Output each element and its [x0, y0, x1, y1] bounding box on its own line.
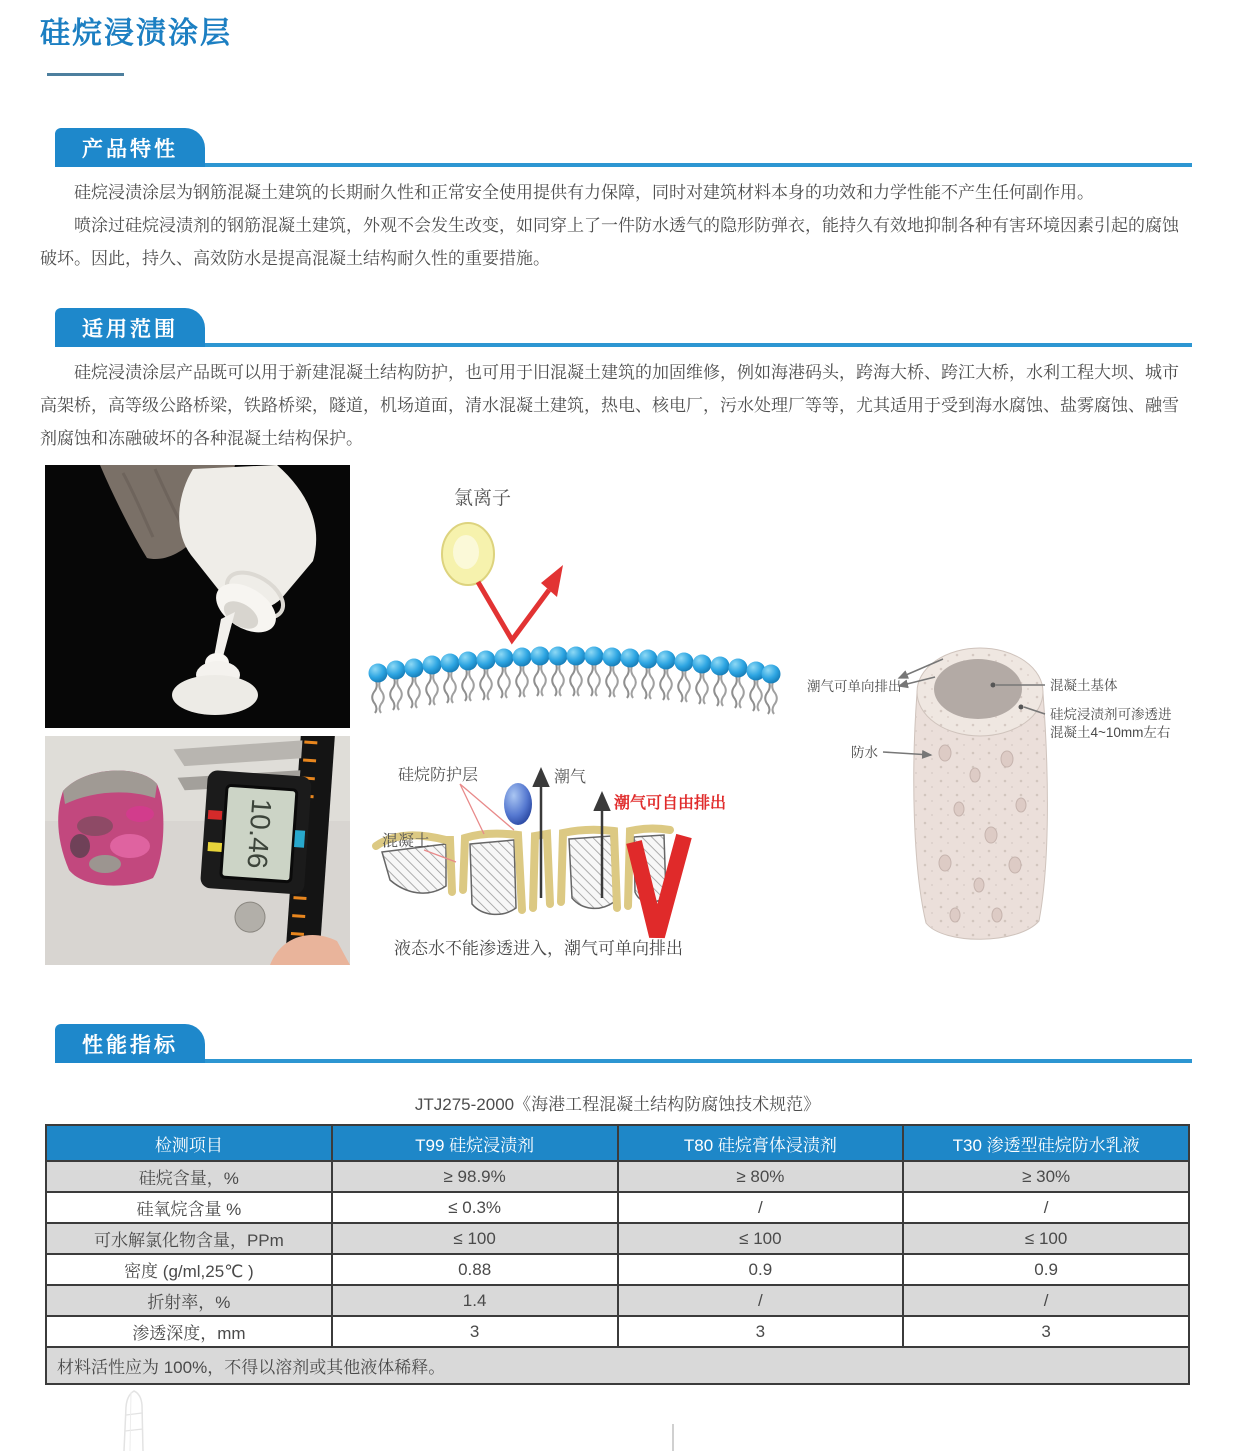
moisture-exit-diagram: [366, 740, 781, 980]
oneway-exit-label: 潮气可单向排出: [807, 679, 902, 694]
scope-para-1: 硅烷浸渍涂层产品既可以用于新建混凝土结构防护，也可用于旧混凝土建筑的加固维修，例如海港码头，跨海大桥、跨江大桥，水利工程大坝、城市高架桥，高等级公路桥梁，铁路桥梁，隧道，机场道面，清水混凝土建筑，热电、核电厂，污水处理厂等等，尤其适用于受到海水腐蚀、盐雾腐蚀、融雪剂腐蚀和冻融破坏的各种混凝土结构保护。: [40, 363, 1179, 448]
table-cell-item: 渗透深度，mm: [46, 1316, 332, 1347]
free-exit-label: 潮气可自由排出: [614, 795, 727, 812]
lcd-reading: 10.46: [241, 797, 278, 870]
features-para-1: 硅烷浸渍涂层为钢筋混凝土建筑的长期耐久性和正常安全使用提供有力保障，同时对建筑材料本身的功效和力学性能不产生任何副作用。: [74, 183, 1094, 202]
table-row: [46, 1161, 1189, 1192]
table-row: [46, 1316, 1189, 1347]
table-cell-value: ≥ 80%: [618, 1161, 904, 1192]
penetrate-label-line1: 硅烷浸渍剂可渗透进: [1050, 707, 1172, 722]
silane-bottle-photo: [45, 465, 350, 728]
penetrate-label-line2: 混凝土4~10mm左右: [1050, 725, 1171, 740]
table-row: [46, 1192, 1189, 1223]
table-cell-item: 折射率，%: [46, 1285, 332, 1316]
table-cell-value: 3: [903, 1316, 1189, 1347]
table-cell-value: /: [903, 1285, 1189, 1316]
liquid-blob-base: [172, 675, 258, 715]
matrix-label: 混凝土基体: [1050, 678, 1118, 693]
caliper-red-button: [208, 810, 223, 820]
water-droplet: [504, 783, 532, 825]
table-cell-value: 3: [618, 1316, 904, 1347]
table-row: [46, 1254, 1189, 1285]
table-cell-value: 3: [332, 1316, 618, 1347]
section-heading-scope: 适用范围: [82, 317, 178, 341]
table-header-cell: 检测项目: [46, 1125, 332, 1161]
table-row: [46, 1285, 1189, 1316]
table-cell-value: ≤ 0.3%: [332, 1192, 618, 1223]
section-tab-scope: [55, 308, 205, 347]
table-header-row: [46, 1125, 1189, 1161]
table-cell-value: ≥ 98.9%: [332, 1161, 618, 1192]
concrete-cylinder-figure: [793, 623, 1195, 980]
title-underline: [47, 73, 124, 76]
section-rule-performance: [55, 1059, 1192, 1063]
table-cell-value: ≥ 30%: [903, 1161, 1189, 1192]
caliper-photo: [45, 736, 350, 965]
table-caption: JTJ275-2000《海港工程混凝土结构防腐蚀技术规范》: [414, 1095, 821, 1114]
table-cell-value: 1.4: [332, 1285, 618, 1316]
chloride-ion-label: 氯离子: [454, 488, 512, 509]
table-header-cell: T80 硅烷膏体浸渍剂: [618, 1125, 904, 1161]
section-heading-features: 产品特性: [82, 137, 178, 161]
table-cell-item: 硅烷含量，%: [46, 1161, 332, 1192]
page-title: 硅烷浸渍涂层: [40, 17, 232, 50]
waterproof-label: 防水: [851, 745, 878, 760]
silane-layer-label: 硅烷防护层: [398, 767, 479, 784]
section-heading-performance: 性能指标: [82, 1033, 178, 1057]
table-footnote: 材料活性应为 100%，不得以溶剂或其他液体稀释。: [46, 1347, 1189, 1384]
table-header-cell: T30 渗透型硅烷防水乳液: [903, 1125, 1189, 1161]
molecule-row: [369, 647, 781, 715]
table-cell-item: 可水解氯化物含量，PPm: [46, 1223, 332, 1254]
table-cell-value: ≤ 100: [332, 1223, 618, 1254]
cylinder-core: [934, 659, 1022, 719]
chloride-ion-diagram: [366, 470, 781, 715]
table-cell-value: 0.88: [332, 1254, 618, 1285]
moisture-diagram-caption: 液态水不能渗透进入，潮气可单向排出: [394, 939, 683, 958]
table-cell-item: 硅氧烷含量 %: [46, 1192, 332, 1223]
table-cell-value: 0.9: [903, 1254, 1189, 1285]
table-cell-value: 0.9: [618, 1254, 904, 1285]
table-cell-value: ≤ 100: [618, 1223, 904, 1254]
features-para-2: 喷涂过硅烷浸渍剂的钢筋混凝土建筑，外观不会发生改变，如同穿上了一件防水透气的隐形防弹衣，能持久有效地抑制各种有害环境因素引起的腐蚀破坏。因此，持久、高效防水是提高混凝土结构耐久性的重要措施。: [40, 216, 1179, 268]
table-cell-item: 密度 (g/ml,25℃ ): [46, 1254, 332, 1285]
section-rule-scope: [55, 343, 1192, 347]
building-sketch: [112, 1385, 162, 1451]
caliper-blue-button: [294, 830, 305, 848]
table-cell-value: ≤ 100: [903, 1223, 1189, 1254]
table-footnote-row: [46, 1347, 1189, 1384]
rebound-arrow: [478, 582, 549, 640]
table-cell-value: /: [618, 1285, 904, 1316]
section-rule-features: [55, 163, 1192, 167]
caliper-yellow-button: [208, 842, 223, 852]
moisture-label: 潮气: [554, 769, 587, 786]
concrete-label: 混凝土: [382, 833, 431, 850]
table-cell-value: /: [618, 1192, 904, 1223]
table-cell-value: /: [903, 1192, 1189, 1223]
features-paragraphs: [40, 176, 1192, 275]
table-header-cell: T99 硅烷浸渍剂: [332, 1125, 618, 1161]
scope-paragraphs: [40, 356, 1192, 455]
faint-line-artifact: [672, 1424, 674, 1451]
section-tab-performance: [55, 1024, 205, 1063]
section-tab-features: [55, 128, 205, 167]
performance-table: [45, 1124, 1190, 1385]
table-row: [46, 1223, 1189, 1254]
